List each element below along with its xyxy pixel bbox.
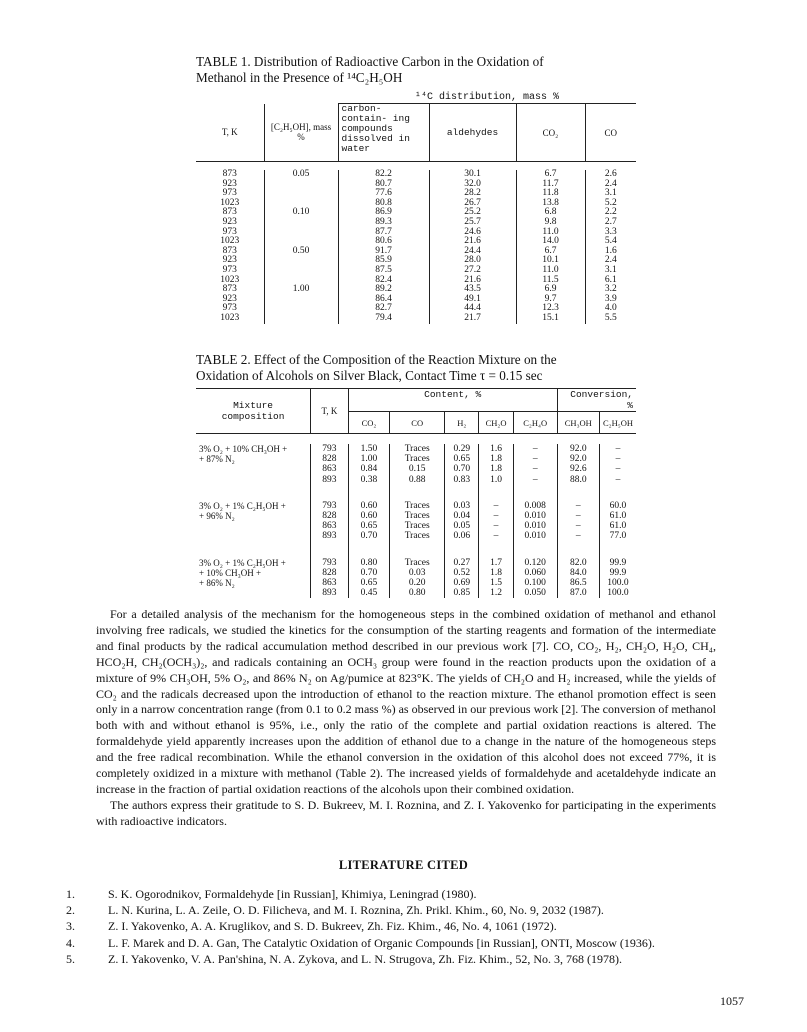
table2-cell-t: 863	[311, 578, 349, 588]
table2	[196, 388, 636, 598]
table1-cell-carbon: 89.3	[338, 218, 429, 228]
table1-cell-carbon: 82.4	[338, 276, 429, 286]
table1-cell-ethanol	[264, 180, 338, 190]
table1-row	[196, 228, 636, 238]
table1-cell-T: 1023	[220, 197, 240, 208]
table2-cell-c2h5oh: 77.0	[599, 531, 636, 541]
table1-cell-carbon: 80.7	[338, 180, 429, 190]
table1-cell-co2: 9.7	[516, 295, 585, 305]
table2-cell-co2: 0.70	[348, 531, 389, 541]
table2-cell-ch3oh: –	[557, 501, 599, 511]
table1-cell-aldehydes: 32.0	[429, 180, 516, 190]
table2-row	[196, 578, 636, 588]
table1-cell-aldehydes: 25.2	[429, 208, 516, 218]
table1-cell-co2: 6.8	[516, 208, 585, 218]
table1-row	[196, 314, 636, 324]
paragraph-2: The authors express their gratitude to S. D. Bukreev, M. I. Roznina, and Z. I. Yakovenko for participating in the experiments with radioactive indicators.	[96, 797, 716, 828]
table1-cell-ethanol: 0.05	[264, 170, 338, 180]
table1-cell-co: 2.6	[585, 170, 636, 180]
table2-header-mixture: Mixture composition	[221, 400, 285, 422]
table2-row	[196, 521, 636, 531]
table1-header-t: T, K	[221, 127, 238, 138]
table1-cell-ethanol	[264, 189, 338, 199]
table1-cell-T: 973	[222, 303, 237, 314]
table2-cell-c2h4o: –	[513, 454, 557, 464]
table2-cell-h2: 0.83	[445, 475, 479, 485]
table1-cell-co: 3.1	[585, 189, 636, 199]
table1-cell-aldehydes: 49.1	[429, 295, 516, 305]
table1-cell-ethanol	[264, 256, 338, 266]
table2-cell-t: 793	[311, 501, 349, 511]
table2-cell-c2h5oh: 60.0	[599, 501, 636, 511]
table1-header-carbon: carbon-contain- ing compounds dissolved in water	[338, 104, 429, 162]
table1-cell-ethanol	[264, 218, 338, 228]
table2-col-co2: CO₂	[348, 412, 389, 434]
table2-cell-co2: 1.50	[348, 444, 389, 454]
table2-header-t: T, K	[311, 389, 349, 434]
table1-cell-T: 923	[222, 178, 237, 189]
table2-cell-ch3oh: 92.0	[557, 444, 599, 454]
table1-cell-co: 1.6	[585, 247, 636, 257]
table2-cell-c2h4o: –	[513, 444, 557, 454]
table1-caption-line1: TABLE 1. Distribution of Radioactive Carbon in the Oxidation of	[196, 54, 544, 69]
table2-cell-c2h5oh: 61.0	[599, 511, 636, 521]
table2-cell-ch3oh: –	[557, 521, 599, 531]
table2-cell-h2: 0.65	[445, 454, 479, 464]
table2-cell-h2: 0.70	[445, 464, 479, 474]
table1-cell-carbon: 86.9	[338, 208, 429, 218]
table2-header-content: Content, %	[348, 389, 557, 412]
table1-group-header: ¹⁴C distribution, mass %	[338, 90, 636, 104]
table1-row	[196, 266, 636, 276]
table2-cell-h2: 0.29	[445, 444, 479, 454]
reference-item: 3. Z. I. Yakovenko, A. A. Kruglikov, and S. D. Bukreev, Zh. Fiz. Khim., 46, No. 4, 1061 (1972).	[66, 919, 557, 934]
table2-cell-ch2o: –	[479, 531, 513, 541]
reference-list	[66, 886, 746, 967]
table2-cell-c2h5oh: –	[599, 444, 636, 454]
table1-cell-T: 973	[222, 188, 237, 199]
table1-cell-T: 873	[222, 284, 237, 295]
table2-cell-ch2o: 1.0	[479, 475, 513, 485]
table1-cell-T: 923	[222, 216, 237, 227]
table1-body	[196, 170, 636, 324]
table1-cell-T: 873	[222, 169, 237, 179]
table1-cell-co: 3.9	[585, 295, 636, 305]
table1-cell-co: 5.4	[585, 237, 636, 247]
table1-cell-ethanol	[264, 266, 338, 276]
table2-cell-c2h4o: –	[513, 464, 557, 474]
reference-item: 1. S. K. Ogorodnikov, Formaldehyde [in Russian], Khimiya, Leningrad (1980).	[66, 887, 477, 901]
table2-cell-c2h5oh: –	[599, 454, 636, 464]
table2-cell-t: 828	[311, 568, 349, 578]
table2-caption-line2: Oxidation of Alcohols on Silver Black, Contact Time τ = 0.15 sec	[196, 368, 543, 383]
table1-cell-T: 923	[222, 293, 237, 304]
table1-row	[196, 180, 636, 190]
table1-row	[196, 199, 636, 209]
table2-cell-ch3oh: 92.6	[557, 464, 599, 474]
table2-cell-co2: 0.84	[348, 464, 389, 474]
table2-col-c2h5oh: C₂H₅OH	[599, 412, 636, 434]
table1-cell-carbon: 77.6	[338, 189, 429, 199]
table1-cell-ethanol	[264, 295, 338, 305]
table2-cell-c2h4o: 0.010	[513, 521, 557, 531]
table2-cell-ch2o: –	[479, 501, 513, 511]
table1-cell-co2: 11.7	[516, 180, 585, 190]
table2-cell-ch2o: 1.8	[479, 568, 513, 578]
table1-cell-co2: 9.8	[516, 218, 585, 228]
table2-mixture-cell: + 96% N₂	[199, 511, 235, 522]
table2-row	[196, 588, 636, 598]
table2-cell-c2h4o: 0.010	[513, 531, 557, 541]
table1-row	[196, 208, 636, 218]
table1-cell-T: 873	[222, 207, 237, 218]
body-text	[96, 607, 716, 830]
table1-cell-carbon: 82.7	[338, 304, 429, 314]
table2-mixture-cell: 3% O₂ + 1% C₂H₅OH +	[199, 500, 286, 511]
table1-cell-co2: 13.8	[516, 199, 585, 209]
table1-caption-line2: Methanol in the Presence of ¹⁴C₂H₅OH	[196, 70, 403, 85]
table2-cell-c2h5oh: –	[599, 464, 636, 474]
page-number: 1057	[720, 994, 744, 1008]
table1-cell-co2: 12.3	[516, 304, 585, 314]
table1-cell-co: 2.7	[585, 218, 636, 228]
table2-cell-co2: 0.80	[348, 558, 389, 568]
table2-group-spacer	[196, 542, 636, 558]
table2-cell-co2: 0.65	[348, 521, 389, 531]
table1-cell-co: 4.0	[585, 304, 636, 314]
table2-mixture-cell: + 87% N₂	[199, 454, 235, 465]
table2-mixture-cell	[196, 588, 311, 598]
table2-cell-ch2o: 1.8	[479, 464, 513, 474]
table2-cell-t: 793	[311, 444, 349, 454]
reference-item: 4. L. F. Marek and D. A. Gan, The Catalytic Oxidation of Organic Compounds [in Russian], ONTI, Moscow (1936).	[66, 935, 655, 950]
table2-cell-co2: 0.45	[348, 588, 389, 598]
table2-cell-co: Traces	[390, 444, 445, 454]
table1-cell-co: 3.3	[585, 228, 636, 238]
table1-row	[196, 237, 636, 247]
table1-cell-ethanol: 0.10	[264, 208, 338, 218]
table2-cell-h2: 0.69	[445, 578, 479, 588]
table1-cell-aldehydes: 28.2	[429, 189, 516, 199]
reference-item: 2. L. N. Kurina, L. A. Zeile, O. D. Filicheva, and M. I. Roznina, Zh. Prikl. Khim., 60, No. 9, 2032 (1987).	[66, 903, 604, 918]
table2-cell-c2h4o: 0.010	[513, 511, 557, 521]
table2-mixture-cell	[196, 464, 311, 474]
table2-cell-ch3oh: –	[557, 511, 599, 521]
table2-col-co: CO	[390, 412, 445, 434]
table2-row	[196, 454, 636, 464]
table1-cell-co: 5.2	[585, 199, 636, 209]
table1-cell-T: 873	[222, 245, 237, 256]
table2-cell-c2h5oh: 99.9	[599, 558, 636, 568]
table2-cell-co2: 1.00	[348, 454, 389, 464]
table1-cell-co2: 6.9	[516, 285, 585, 295]
table2-cell-co2: 0.60	[348, 511, 389, 521]
table2-cell-c2h5oh: 99.9	[599, 568, 636, 578]
table1-cell-carbon: 91.7	[338, 247, 429, 257]
table1-row	[196, 295, 636, 305]
table2-cell-h2: 0.03	[445, 501, 479, 511]
table2-mixture-cell	[196, 531, 311, 541]
table2-cell-ch2o: –	[479, 521, 513, 531]
table2-cell-c2h4o: 0.060	[513, 568, 557, 578]
table1-cell-co: 5.5	[585, 314, 636, 324]
table2-row	[196, 444, 636, 454]
table1-cell-carbon: 80.8	[338, 199, 429, 209]
table1-caption	[196, 54, 636, 86]
table1-cell-T: 1023	[220, 312, 240, 323]
table2-cell-c2h5oh: 100.0	[599, 578, 636, 588]
table1-cell-co: 2.4	[585, 256, 636, 266]
table2-cell-ch3oh: 92.0	[557, 454, 599, 464]
table2-row	[196, 464, 636, 474]
table2-cell-c2h5oh: 100.0	[599, 588, 636, 598]
table2-cell-ch2o: 1.7	[479, 558, 513, 568]
table1-cell-ethanol: 1.00	[264, 285, 338, 295]
table2-cell-h2: 0.52	[445, 568, 479, 578]
table2-cell-t: 863	[311, 521, 349, 531]
table2-cell-co: Traces	[390, 558, 445, 568]
table1-cell-co2: 6.7	[516, 247, 585, 257]
table2-cell-h2: 0.06	[445, 531, 479, 541]
table2-cell-co: 0.80	[390, 588, 445, 598]
table1-cell-carbon: 89.2	[338, 285, 429, 295]
table2-cell-t: 863	[311, 464, 349, 474]
table1-cell-ethanol	[264, 228, 338, 238]
table2-row	[196, 558, 636, 568]
table2-cell-co: Traces	[390, 511, 445, 521]
table1-cell-aldehydes: 30.1	[429, 170, 516, 180]
table1-cell-co2: 11.0	[516, 266, 585, 276]
table1-cell-carbon: 87.7	[338, 228, 429, 238]
table1-cell-co: 2.2	[585, 208, 636, 218]
table1-cell-co: 6.1	[585, 276, 636, 286]
table1-cell-carbon: 80.6	[338, 237, 429, 247]
table2-cell-ch3oh: 87.0	[557, 588, 599, 598]
table1-cell-co2: 10.1	[516, 256, 585, 266]
table2-cell-ch3oh: 86.5	[557, 578, 599, 588]
table1-row	[196, 276, 636, 286]
table2-cell-ch3oh: 84.0	[557, 568, 599, 578]
table2-header-conversion: Conversion, %	[557, 389, 636, 412]
table2-cell-c2h5oh: 61.0	[599, 521, 636, 531]
table2-mixture-cell: + 10% CH₃OH +	[199, 567, 262, 578]
table2-cell-t: 893	[311, 531, 349, 541]
table2-mixture-cell: 3% O₂ + 10% CH₃OH +	[199, 444, 288, 454]
table2-cell-co: 0.20	[390, 578, 445, 588]
table1-cell-T: 973	[222, 226, 237, 237]
table2-cell-co2: 0.65	[348, 578, 389, 588]
table1-cell-carbon: 86.4	[338, 295, 429, 305]
table2-col-c2h4o: C₂H₄O	[513, 412, 557, 434]
table2-row	[196, 568, 636, 578]
table2-cell-t: 893	[311, 475, 349, 485]
table2-cell-co: Traces	[390, 521, 445, 531]
table1-row	[196, 170, 636, 180]
table1-header-co2: CO₂	[516, 104, 585, 162]
table2-cell-co2: 0.38	[348, 475, 389, 485]
table2-cell-ch2o: –	[479, 511, 513, 521]
table2-cell-ch2o: 1.5	[479, 578, 513, 588]
table2-cell-co: Traces	[390, 454, 445, 464]
table1-cell-co2: 14.0	[516, 237, 585, 247]
table1-cell-co2: 11.8	[516, 189, 585, 199]
table1-row	[196, 247, 636, 257]
table2-cell-co: Traces	[390, 531, 445, 541]
table1-cell-ethanol: 0.50	[264, 247, 338, 257]
table1-cell-T: 923	[222, 255, 237, 266]
table2-caption-line1: TABLE 2. Effect of the Composition of the Reaction Mixture on the	[196, 352, 557, 367]
table1-cell-T: 1023	[220, 274, 240, 285]
paragraph-1: For a detailed analysis of the mechanism for the homogeneous steps in the combined oxidation of methanol and ethanol involving free radicals, we studied the kinetics for the consumption of the starting reagents and formation of the intermediate and final products by the radical accumulation method described in our previous work [7]. CO, CO₂, H₂, CH₂O, H₂O, CH₄, HCO₂H, CH₂(OCH₃)₂, and radicals containing an OCH₃ group were found in the reaction products upon the oxidation of a mixture of 9% CH₃OH, 5% O₂, and 86% N₂ on Ag/pumice at 823°K. The yields of CH₂O and H₂ increased, while the yields of CO₂ and the radicals decreased upon the introduction of ethanol to the reaction mixture. The ethanol promotion effect is seen only in a narrow concentration range (from 0.1 to 0.2 mass %) as observed in our previous work [2]. The conversion of methanol both with and without ethanol is 95%, i.e., only the ratio of the complete and partial oxidation reactions is altered. The formaldehyde yield apparently increases upon the addition of ethanol due to a change in the nature of the homogeneous steps and the free radical recombination. While the ethanol conversion in the oxidation of this alcohol does not exceed 77%, it is completely oxidized in a mixture with methanol (Table 2). The increased yields of formaldehyde and acetaldehyde indicate an increase in the fraction of partial oxidation reactions of the alcohols upon their combined oxidation.	[96, 607, 716, 796]
table1-row	[196, 189, 636, 199]
table1	[196, 90, 636, 324]
table2-body	[196, 444, 636, 598]
table2-cell-co2: 0.60	[348, 501, 389, 511]
table2-cell-ch3oh: 88.0	[557, 475, 599, 485]
table2-col-h2: H₂	[445, 412, 479, 434]
table2-caption	[196, 352, 636, 384]
table2-cell-ch2o: 1.6	[479, 444, 513, 454]
table1-cell-aldehydes: 26.7	[429, 199, 516, 209]
table1-cell-aldehydes: 27.2	[429, 266, 516, 276]
table1-cell-co2: 11.5	[516, 276, 585, 286]
table1-cell-T: 973	[222, 264, 237, 275]
table2-cell-t: 828	[311, 511, 349, 521]
table2-cell-co2: 0.70	[348, 568, 389, 578]
table2-cell-t: 893	[311, 588, 349, 598]
table2-cell-co: Traces	[390, 501, 445, 511]
table2-row	[196, 531, 636, 541]
table2-cell-c2h4o: –	[513, 475, 557, 485]
table1-row	[196, 304, 636, 314]
table2-cell-ch2o: 1.2	[479, 588, 513, 598]
table1-cell-carbon: 87.5	[338, 266, 429, 276]
table2-mixture-cell	[196, 475, 311, 485]
table2-mixture-cell: 3% O₂ + 1% C₂H₅OH +	[199, 557, 286, 568]
table2-cell-c2h4o: 0.050	[513, 588, 557, 598]
table2-cell-ch3oh: –	[557, 531, 599, 541]
table1-cell-co: 2.4	[585, 180, 636, 190]
table1-cell-co2: 15.1	[516, 314, 585, 324]
table1-cell-aldehydes: 24.4	[429, 247, 516, 257]
reference-item: 5. Z. I. Yakovenko, V. A. Pan'shina, N. A. Zykova, and L. N. Strugova, Zh. Fiz. Khim., 52, No. 3, 768 (1978).	[66, 951, 623, 966]
table1-cell-aldehydes: 44.4	[429, 304, 516, 314]
table2-cell-co: 0.15	[390, 464, 445, 474]
table2-mixture-cell	[196, 521, 311, 531]
table2-cell-h2: 0.04	[445, 511, 479, 521]
table1-cell-aldehydes: 28.0	[429, 256, 516, 266]
table1-cell-T: 1023	[220, 236, 240, 247]
table2-cell-co: 0.88	[390, 475, 445, 485]
table2-cell-c2h4o: 0.100	[513, 578, 557, 588]
table1-header-aldehydes: aldehydes	[429, 104, 516, 162]
table2-cell-h2: 0.27	[445, 558, 479, 568]
table1-cell-aldehydes: 25.7	[429, 218, 516, 228]
table1-row	[196, 218, 636, 228]
table2-row	[196, 511, 636, 521]
table2-cell-t: 828	[311, 454, 349, 464]
table2-col-ch3oh: CH₃OH	[557, 412, 599, 434]
table2-cell-c2h4o: 0.120	[513, 558, 557, 568]
table1-row	[196, 285, 636, 295]
table2-cell-co: 0.03	[390, 568, 445, 578]
table1-cell-ethanol	[264, 304, 338, 314]
table1-cell-carbon: 85.9	[338, 256, 429, 266]
table1-cell-carbon: 79.4	[338, 314, 429, 324]
table2-cell-ch3oh: 82.0	[557, 558, 599, 568]
table1-cell-ethanol	[264, 314, 338, 324]
table1-cell-co: 3.2	[585, 285, 636, 295]
table1-row	[196, 256, 636, 266]
table2-row	[196, 501, 636, 511]
table2-cell-c2h4o: 0.008	[513, 501, 557, 511]
table2-cell-ch2o: 1.8	[479, 454, 513, 464]
table2-row	[196, 475, 636, 485]
table1-cell-carbon: 82.2	[338, 170, 429, 180]
table1-cell-co2: 11.0	[516, 228, 585, 238]
table2-cell-h2: 0.05	[445, 521, 479, 531]
table1-header-ethanol: [C₂H₅OH], mass %	[264, 104, 338, 162]
table2-col-ch2o: CH₂O	[479, 412, 513, 434]
table1-cell-aldehydes: 43.5	[429, 285, 516, 295]
table1-cell-aldehydes: 21.6	[429, 276, 516, 286]
table1-cell-aldehydes: 21.6	[429, 237, 516, 247]
literature-title: LITERATURE CITED	[338, 858, 469, 872]
table2-mixture-cell: + 86% N₂	[199, 578, 235, 589]
table2-cell-h2: 0.85	[445, 588, 479, 598]
table1-cell-aldehydes: 21.7	[429, 314, 516, 324]
table2-cell-t: 793	[311, 558, 349, 568]
table1-header-co: CO	[585, 104, 636, 162]
table1-cell-co: 3.1	[585, 266, 636, 276]
table1-cell-aldehydes: 24.6	[429, 228, 516, 238]
table2-group-spacer	[196, 485, 636, 501]
table1-cell-co2: 6.7	[516, 170, 585, 180]
table2-cell-c2h5oh: –	[599, 475, 636, 485]
